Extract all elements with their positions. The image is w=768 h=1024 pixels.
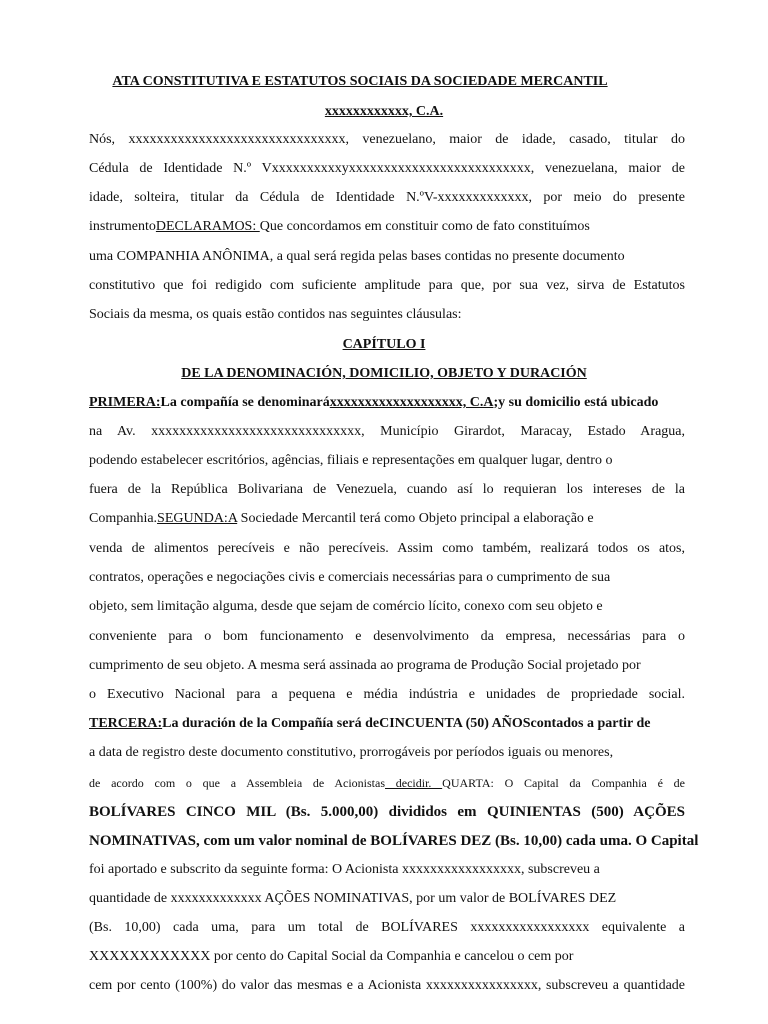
- text-span: La compañía se denominará: [160, 395, 330, 410]
- paragraph-line: [89, 774, 685, 792]
- paragraph-line: uma COMPANHIA ANÔNIMA, a qual será regida pelas bases contidas no presente documento: [89, 249, 625, 264]
- declaramos-label: DECLARAMOS:: [155, 219, 260, 234]
- paragraph-line: conveniente para o bom funcionamento e desenvolvimento da empresa, necessárias para o: [89, 629, 685, 644]
- company-name: xxxxxxxxxxxx, C.A.: [324, 104, 444, 119]
- paragraph-line: BOLÍVARES CINCO MIL (Bs. 5.000,00) divididos em QUINIENTAS (500) AÇÕES: [89, 804, 685, 820]
- company-name-inline: xxxxxxxxxxxxxxxxxxx, C.A: [329, 395, 494, 410]
- paragraph-line: objeto, sem limitação alguma, desde que sejam de comércio lícito, conexo com seu objeto e: [89, 599, 603, 614]
- paragraph-line: Nós, xxxxxxxxxxxxxxxxxxxxxxxxxxxxxxx, venezuelano, maior de idade, casado, titular do: [89, 132, 685, 147]
- paragraph-line: fuera de la República Bolivariana de Venezuela, cuando así lo requieran los intereses de la: [89, 482, 685, 497]
- paragraph-line: NOMINATIVAS, com um valor nominal de BOLÍVARES DEZ (Bs. 10,00) cada uma. O Capital: [89, 833, 699, 849]
- paragraph-line: venda de alimentos perecíveis e não perecíveis. Assim como também, realizará todos os atos,: [89, 541, 685, 556]
- paragraph-line: idade, solteira, titular da Cédula de Identidade N.ºV-xxxxxxxxxxxxx, por meio do presente: [89, 190, 685, 205]
- paragraph-line: [89, 510, 685, 528]
- paragraph-line: a data de registro deste documento constitutivo, prorrogáveis por períodos iguais ou menores,: [89, 745, 614, 760]
- paragraph-line: o Executivo Nacional para a pequena e média indústria e unidades de propriedade social.: [89, 687, 685, 702]
- text-span: Que concordamos em constituir como de fato constituímos: [259, 219, 590, 234]
- text-span: Companhia.: [89, 511, 158, 526]
- text-span: decidir.: [385, 776, 443, 790]
- text-span: de acordo com o que a Assembleia de Acionistas: [89, 776, 385, 790]
- paragraph-line: quantidade de xxxxxxxxxxxxx AÇÕES NOMINATIVAS, por um valor de BOLÍVARES DEZ: [89, 891, 617, 906]
- text-span: Sociedade Mercantil terá como Objeto principal a elaboração e: [237, 511, 594, 526]
- paragraph-line: [89, 715, 685, 733]
- paragraph-line: constitutivo que foi redigido com suficiente amplitude para que, por sua vez, sirva de Estatutos: [89, 278, 685, 293]
- title-text: ATA CONSTITUTIVA E ESTATUTOS SOCIAIS DA SOCIEDADE MERCANTIL: [112, 74, 608, 89]
- text-span: instrumento: [89, 219, 156, 234]
- paragraph-line: Sociais da mesma, os quais estão contidos nas seguintes cláusulas:: [89, 307, 462, 322]
- paragraph-line: (Bs. 10,00) cada uma, para um total de BOLÍVARES xxxxxxxxxxxxxxxxx equivalente a: [89, 920, 685, 935]
- paragraph-line: XXXXXXXXXXXX por cento do Capital Social da Companhia e cancelou o cem por: [89, 949, 574, 964]
- paragraph-line: podendo estabelecer escritórios, agências, filiais e representações em qualquer lugar, dentro o: [89, 453, 613, 468]
- paragraph-line: [89, 218, 685, 236]
- clause-label-tercera: TERCERA:: [89, 716, 163, 731]
- paragraph-line: contratos, operações e negociações civis e comerciais necessárias para o cumprimento de sua: [89, 570, 611, 585]
- paragraph-line: na Av. xxxxxxxxxxxxxxxxxxxxxxxxxxxxxx, Município Girardot, Maracay, Estado Aragua,: [89, 424, 685, 439]
- text-span: La duración de la Compañía será deCINCUENTA (50) AÑOScontados a partir de: [162, 716, 651, 731]
- clause-label-primera: PRIMERA:: [89, 395, 161, 410]
- paragraph-line: cem por cento (100%) do valor das mesmas e a Acionista xxxxxxxxxxxxxxxx, subscreveu a quantidade: [89, 978, 685, 993]
- paragraph-line: cumprimento de seu objeto. A mesma será assinada ao programa de Produção Social projetado por: [89, 658, 641, 673]
- paragraph-line: [89, 394, 685, 412]
- clause-label-segunda: SEGUNDA:A: [157, 511, 238, 526]
- text-span: ;y su domicilio está ubicado: [493, 395, 659, 410]
- chapter-heading: CAPÍTULO I: [342, 337, 426, 352]
- paragraph-line: foi aportado e subscrito da seguinte forma: O Acionista xxxxxxxxxxxxxxxxx, subscreveu a: [89, 862, 600, 877]
- document-title: [40, 73, 728, 91]
- paragraph-line: Cédula de Identidade N.º Vxxxxxxxxxxyxxxxxxxxxxxxxxxxxxxxxxxxxx, venezuelana, maior de: [89, 161, 685, 176]
- chapter-title: DE LA DENOMINACIÓN, DOMICILIO, OBJETO Y DURACIÓN: [181, 366, 587, 381]
- text-span: QUARTA: O Capital da Companhia é de: [442, 776, 685, 790]
